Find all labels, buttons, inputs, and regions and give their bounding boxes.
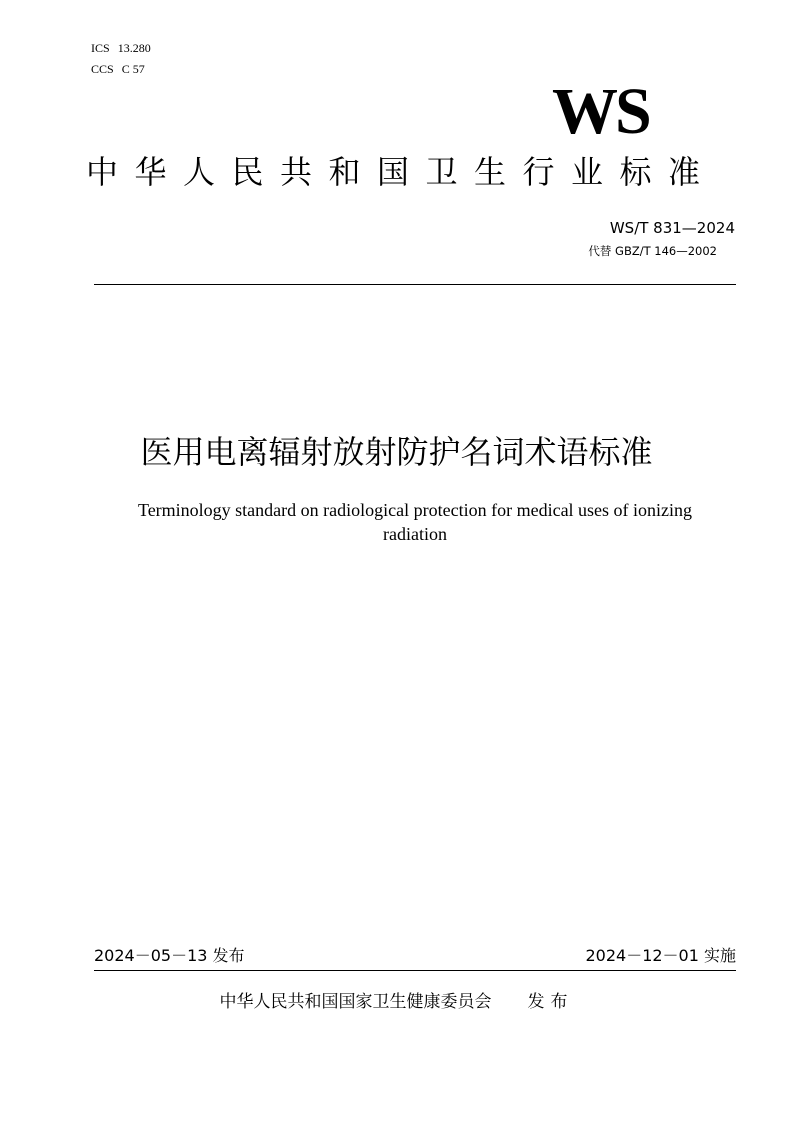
ccs-label: CCS — [91, 62, 114, 76]
publisher-line — [0, 990, 793, 1014]
ws-logo: WS — [552, 75, 649, 148]
issue-date: 2024－05－13 发布 — [94, 946, 245, 965]
document-title-english: Terminology standard on radiological protection for medical uses of ionizing radiation — [137, 500, 693, 544]
implementation-date: 2024－12－01 实施 — [585, 946, 736, 965]
ccs-code: C 57 — [121, 62, 145, 76]
publish-verb: 发布 — [527, 992, 574, 1012]
standard-type-heading: 中华人民共和国卫生行业标准 — [86, 153, 717, 191]
replaces-standard: 代替 GBZ/T 146—2002 — [588, 244, 717, 258]
publisher-name: 中华人民共和国国家卫生健康委员会 — [219, 992, 492, 1012]
standard-number: WS/T 831—2024 — [609, 219, 735, 237]
document-title: 医用电离辐射放射防护名词术语标准 — [140, 433, 653, 471]
header-divider — [94, 284, 736, 285]
ics-classification — [91, 41, 151, 55]
footer-divider — [94, 970, 736, 971]
ccs-classification — [91, 62, 145, 76]
ics-code: 13.280 — [117, 41, 151, 55]
ics-label: ICS — [91, 41, 110, 55]
